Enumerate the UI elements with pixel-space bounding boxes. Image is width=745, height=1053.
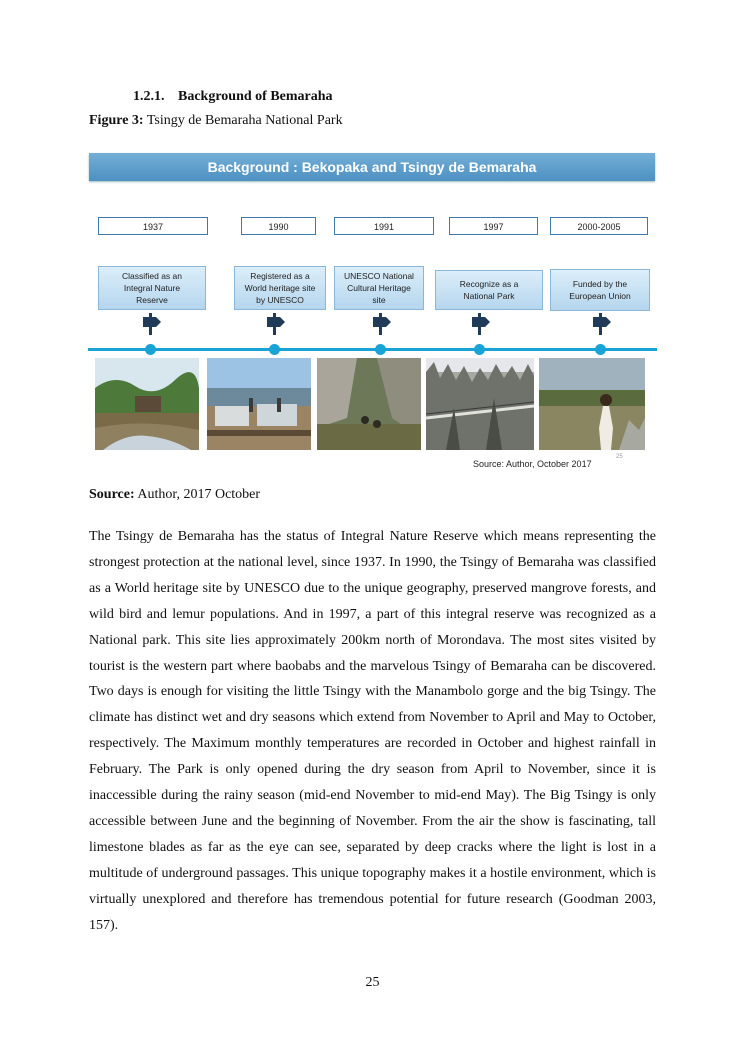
figure-title: Tsingy de Bemaraha National Park: [146, 113, 343, 128]
photo-ferry-cars: [207, 358, 311, 450]
timeline-dot: [375, 344, 386, 355]
signpost-icon: [470, 313, 490, 335]
event-line: by UNESCO: [256, 295, 304, 305]
figure-timeline-slide: [88, 152, 657, 477]
source-line: [89, 487, 260, 503]
year-box: 1991: [334, 217, 434, 235]
event-line: site: [372, 295, 386, 305]
slide-number: 25: [616, 454, 623, 460]
signpost-icon: [591, 313, 611, 335]
figure-caption: [89, 113, 343, 129]
timeline-line: [88, 348, 657, 351]
signpost-icon: [265, 313, 285, 335]
event-line: UNESCO National: [344, 271, 414, 281]
section-number: 1.2.1.: [133, 89, 165, 104]
signpost-icon: [141, 313, 161, 335]
year-box: 2000-2005: [550, 217, 648, 235]
photo-tsingy-bridge: [426, 358, 534, 450]
section-heading: [133, 89, 333, 105]
year-box: 1990: [241, 217, 316, 235]
body-paragraph: The Tsingy de Bemaraha has the status of Integral Nature Reserve which means representing the strongest protection at the national level, since 1937. In 1990, the Tsingy of Bemaraha was classified as a World heritage site by UNESCO due to the unique geography, preserved mangrove forests, and wild bird and lemur populations. And in 1997, a part of this integral reserve was recognized as a National park. This site lies approximately 200km north of Morondava. The most sites visited by tourist is the western part where baobabs and the marvelous Tsingy of Bemaraha can be discovered. Two days is enough for visiting the little Tsingy with the Manambolo gorge and the big Tsingy. The climate has distinct wet and dry seasons which extend from November to April and May to October, respectively. The Maximum monthly temperatures are recorded in October and highest rainfall in February. The Park is only opened during the dry season from April to November, since it is inaccessible during the rainy season (mid-end November to mid-end May). The Big Tsingy is only accessible between June and the beginning of November. From the air the show is fascinating, tall limestone blades as far as the eye can see, separated by deep cracks where the light is lost in a multitude of underground passages. This unique topography makes it a hostile environment, which is virtually unexplored and therefore has tremendous potential for future research (Goodman 2003, 157).: [89, 529, 656, 933]
year-box: 1937: [98, 217, 208, 235]
source-text: Author, 2017 October: [137, 487, 261, 502]
event-line: Classified as an: [121, 271, 182, 281]
event-line: Integral Nature: [123, 283, 181, 293]
timeline-dot: [595, 344, 606, 355]
event-line: Registered as a: [250, 271, 310, 281]
year-box: 1997: [449, 217, 538, 235]
event-box: [435, 270, 543, 310]
section-title: Background of Bemaraha: [178, 89, 333, 104]
event-box: [98, 266, 206, 310]
event-line: Recognize as a: [459, 279, 519, 289]
source-label: Source:: [89, 487, 135, 502]
event-line: Reserve: [136, 295, 168, 305]
slide-banner: Background : Bekopaka and Tsingy de Bemaraha: [89, 153, 655, 181]
figure-label: Figure 3:: [89, 113, 144, 128]
photo-gorge-people: [317, 358, 421, 450]
timeline-dot: [269, 344, 280, 355]
event-box: [550, 269, 650, 311]
page-number: 25: [365, 975, 380, 990]
photo-river-crossing: [95, 358, 199, 450]
event-line: World heritage site: [244, 283, 316, 293]
timeline-dot: [145, 344, 156, 355]
slide-source-note: Source: Author, October 2017: [473, 459, 592, 469]
event-line: Funded by the: [572, 279, 628, 289]
photo-person-forest: [539, 358, 645, 450]
timeline-dot: [474, 344, 485, 355]
event-box: [234, 266, 326, 310]
event-line: European Union: [569, 291, 631, 301]
signpost-icon: [371, 313, 391, 335]
event-line: Cultural Heritage: [347, 283, 411, 293]
event-line: National Park: [463, 291, 515, 301]
event-box: [334, 266, 424, 310]
